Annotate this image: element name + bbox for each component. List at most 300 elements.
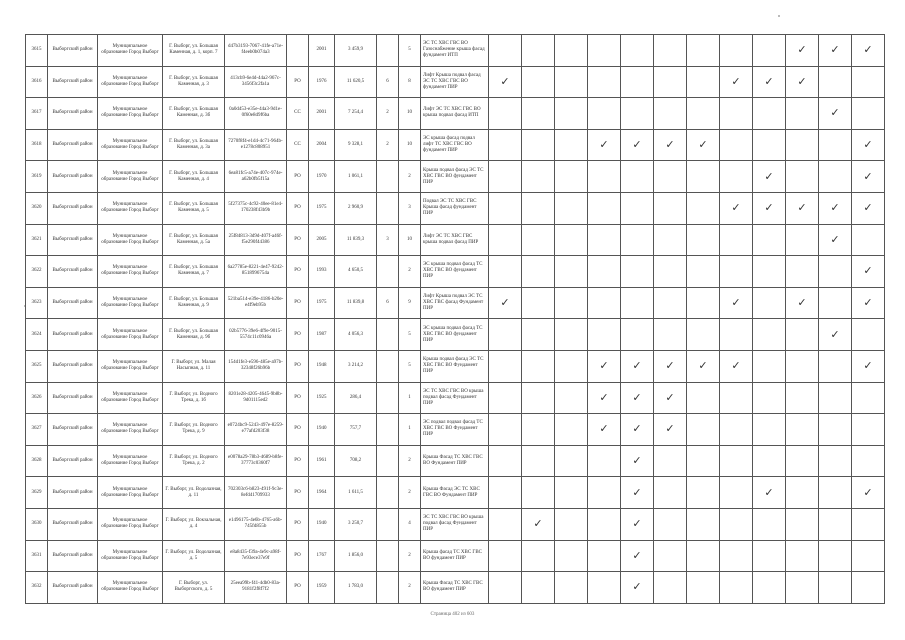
cell-works: Подвал ЭС ТС ХВС ГВС Крыша фасад фундамент ПИР xyxy=(421,192,489,224)
empty-check-cell xyxy=(753,508,786,540)
check-mark-icon: ✓ xyxy=(720,66,753,98)
empty-check-cell xyxy=(852,572,885,604)
check-mark-icon: ✓ xyxy=(852,161,885,193)
empty-check-cell xyxy=(786,508,819,540)
cell-works: Крыша подвал фасад ЭС ТС ХВС ГВС ВО Фундамент ПИР xyxy=(421,350,489,382)
check-mark-icon: ✓ xyxy=(786,66,819,98)
check-mark-icon: ✓ xyxy=(720,192,753,224)
cell-address: Г. Выборг, ул. Большая Каменная, д. 1, корп. 7 xyxy=(163,35,225,67)
cell-municipality: Муниципальное образование Город Выборг xyxy=(98,224,163,256)
cell-floors: 3 xyxy=(377,224,399,256)
cell-district: Выборгский район xyxy=(48,129,98,161)
cell-floors: 6 xyxy=(377,287,399,319)
check-mark-icon: ✓ xyxy=(621,508,654,540)
scan-speck xyxy=(778,15,780,17)
cell-number: 3623 xyxy=(26,287,48,319)
cell-number: 3622 xyxy=(26,256,48,288)
cell-address: Г. Выборг, ул. Большая Каменная, д. 3б xyxy=(163,98,225,130)
cell-number: 3628 xyxy=(26,445,48,477)
empty-check-cell xyxy=(687,572,720,604)
empty-check-cell xyxy=(720,508,753,540)
cell-entrances: 1 xyxy=(399,382,421,414)
empty-check-cell xyxy=(654,98,687,130)
empty-check-cell xyxy=(621,224,654,256)
empty-check-cell xyxy=(819,129,852,161)
cell-number: 3616 xyxy=(26,66,48,98)
empty-check-cell xyxy=(753,98,786,130)
cell-guid: 5f27375c-4c92-40ee-81e4-170238f43b9b xyxy=(225,192,287,224)
cell-address: Г. Выборг, ул. Большая Каменная, д. 9б xyxy=(163,319,225,351)
cell-address: Г. Выборг, ул. Большая Каменная, д. 3 xyxy=(163,66,225,98)
empty-check-cell xyxy=(489,192,522,224)
table-row xyxy=(26,66,885,98)
empty-check-cell xyxy=(786,98,819,130)
cell-entrances: 2 xyxy=(399,445,421,477)
empty-check-cell xyxy=(819,445,852,477)
cell-number: 3619 xyxy=(26,161,48,193)
cell-address: Г. Выборг, ул. Большая Каменная, д. 5 xyxy=(163,192,225,224)
cell-district: Выборгский район xyxy=(48,161,98,193)
cell-entrances: 5 xyxy=(399,350,421,382)
cell-fund-form: РО xyxy=(287,66,309,98)
table-row xyxy=(26,572,885,604)
cell-floors xyxy=(377,540,399,572)
cell-floors xyxy=(377,572,399,604)
empty-check-cell xyxy=(588,572,621,604)
check-mark-icon: ✓ xyxy=(687,350,720,382)
cell-entrances: 4 xyxy=(399,508,421,540)
cell-fund-form: РО xyxy=(287,350,309,382)
empty-check-cell xyxy=(753,445,786,477)
cell-entrances: 3 xyxy=(399,192,421,224)
empty-check-cell xyxy=(522,224,555,256)
cell-municipality: Муниципальное образование Город Выборг xyxy=(98,35,163,67)
cell-address: Г. Выборг, ул. Большая Каменная, д. 7 xyxy=(163,256,225,288)
check-mark-icon: ✓ xyxy=(588,129,621,161)
cell-fund-form: РО xyxy=(287,414,309,446)
check-mark-icon: ✓ xyxy=(621,445,654,477)
empty-check-cell xyxy=(753,414,786,446)
empty-check-cell xyxy=(720,382,753,414)
table-row xyxy=(26,287,885,319)
cell-municipality: Муниципальное образование Город Выборг xyxy=(98,287,163,319)
table-row xyxy=(26,35,885,67)
cell-area: 9 328,1 xyxy=(335,129,377,161)
cell-entrances: 2 xyxy=(399,477,421,509)
cell-year: 1987 xyxy=(309,319,335,351)
cell-number: 3632 xyxy=(26,572,48,604)
empty-check-cell xyxy=(588,66,621,98)
empty-check-cell xyxy=(687,192,720,224)
cell-district: Выборгский район xyxy=(48,350,98,382)
empty-check-cell xyxy=(522,35,555,67)
empty-check-cell xyxy=(852,382,885,414)
cell-municipality: Муниципальное образование Город Выборг xyxy=(98,382,163,414)
cell-area: 11 839,8 xyxy=(335,287,377,319)
cell-district: Выборгский район xyxy=(48,382,98,414)
empty-check-cell xyxy=(555,98,588,130)
empty-check-cell xyxy=(588,477,621,509)
cell-works: ЭС ТС ХВС ГВС ВО Газоснабжение крыша фасад фундамент ИТП xyxy=(421,35,489,67)
cell-guid: e0724bc9-5243-497e-8259-e77afd203f38 xyxy=(225,414,287,446)
empty-check-cell xyxy=(555,382,588,414)
empty-check-cell xyxy=(555,319,588,351)
check-mark-icon: ✓ xyxy=(522,508,555,540)
cell-number: 3617 xyxy=(26,98,48,130)
cell-address: Г. Выборг, ул. Малая Насыпная, д. 11 xyxy=(163,350,225,382)
cell-floors: 6 xyxy=(377,66,399,98)
empty-check-cell xyxy=(555,161,588,193)
cell-address: Г. Выборг, ул. Водного Трека, д. 2 xyxy=(163,445,225,477)
cell-area: 1 783,0 xyxy=(335,572,377,604)
empty-check-cell xyxy=(621,192,654,224)
cell-address: Г. Выборг, ул. Выборгского, д. 5 xyxy=(163,572,225,604)
empty-check-cell xyxy=(786,256,819,288)
cell-works: Лифт ЭС ТС ХВС ГВС крыша подвал фасад ПИР xyxy=(421,224,489,256)
cell-works: ЭС подвал подвал фасад ТС ХВС ГВС ВО Фундамент ПИР xyxy=(421,414,489,446)
empty-check-cell xyxy=(522,256,555,288)
empty-check-cell xyxy=(654,192,687,224)
cell-guid: 0a0d453-e35e-44a3-9d1e-0f60e8d9f6ba xyxy=(225,98,287,130)
empty-check-cell xyxy=(522,445,555,477)
cell-number: 3615 xyxy=(26,35,48,67)
empty-check-cell xyxy=(753,129,786,161)
empty-check-cell xyxy=(489,572,522,604)
empty-check-cell xyxy=(687,319,720,351)
cell-entrances: 10 xyxy=(399,224,421,256)
cell-area: 757,7 xyxy=(335,414,377,446)
cell-district: Выборгский район xyxy=(48,319,98,351)
empty-check-cell xyxy=(654,224,687,256)
empty-check-cell xyxy=(654,477,687,509)
cell-year: 1940 xyxy=(309,508,335,540)
cell-district: Выборгский район xyxy=(48,445,98,477)
cell-entrances: 2 xyxy=(399,161,421,193)
empty-check-cell xyxy=(522,540,555,572)
cell-floors xyxy=(377,256,399,288)
check-mark-icon: ✓ xyxy=(687,129,720,161)
cell-fund-form: РО xyxy=(287,508,309,540)
table-row xyxy=(26,129,885,161)
check-mark-icon: ✓ xyxy=(753,66,786,98)
cell-area: 4 650,5 xyxy=(335,256,377,288)
empty-check-cell xyxy=(753,540,786,572)
empty-check-cell xyxy=(786,129,819,161)
empty-check-cell xyxy=(555,414,588,446)
empty-check-cell xyxy=(654,35,687,67)
empty-check-cell xyxy=(621,66,654,98)
cell-works: Лифт ЭС ТС ХВС ГВС ВО крыша подвал фасад ИТП xyxy=(421,98,489,130)
cell-municipality: Муниципальное образование Город Выборг xyxy=(98,161,163,193)
cell-fund-form: РО xyxy=(287,572,309,604)
check-mark-icon: ✓ xyxy=(621,129,654,161)
cell-guid: 413cb9-6e4d-44a2-967c-3456f3c2fa1a xyxy=(225,66,287,98)
cell-area: 286,4 xyxy=(335,382,377,414)
cell-fund-form: РО xyxy=(287,445,309,477)
check-mark-icon: ✓ xyxy=(852,477,885,509)
check-mark-icon: ✓ xyxy=(621,477,654,509)
cell-address: Г. Выборг, ул. Большая Каменная, д. 5а xyxy=(163,224,225,256)
cell-year: 1975 xyxy=(309,192,335,224)
empty-check-cell xyxy=(819,477,852,509)
cell-number: 3620 xyxy=(26,192,48,224)
cell-floors: 2 xyxy=(377,98,399,130)
cell-guid: 25f84813-3d9d-407f-a46f-f5e290f44386 xyxy=(225,224,287,256)
cell-guid: 6a27785e-8221-4e47-9242-8518996754a xyxy=(225,256,287,288)
cell-address: Г. Выборг, ул. Водного Трека, д. 9 xyxy=(163,414,225,446)
empty-check-cell xyxy=(588,224,621,256)
empty-check-cell xyxy=(489,540,522,572)
empty-check-cell xyxy=(786,350,819,382)
cell-municipality: Муниципальное образование Город Выборг xyxy=(98,129,163,161)
table-row xyxy=(26,192,885,224)
check-mark-icon: ✓ xyxy=(819,35,852,67)
cell-works: Лифт Крыша подвал ЭС ТС ХВС ГВС фасад Фундамент ПИР xyxy=(421,287,489,319)
empty-check-cell xyxy=(753,256,786,288)
empty-check-cell xyxy=(522,161,555,193)
empty-check-cell xyxy=(522,129,555,161)
empty-check-cell xyxy=(588,161,621,193)
empty-check-cell xyxy=(555,572,588,604)
empty-check-cell xyxy=(621,98,654,130)
empty-check-cell xyxy=(819,572,852,604)
cell-year: 1767 xyxy=(309,540,335,572)
empty-check-cell xyxy=(555,445,588,477)
empty-check-cell xyxy=(786,414,819,446)
empty-check-cell xyxy=(555,540,588,572)
table-row xyxy=(26,414,885,446)
empty-check-cell xyxy=(489,382,522,414)
empty-check-cell xyxy=(720,129,753,161)
empty-check-cell xyxy=(621,256,654,288)
empty-check-cell xyxy=(555,508,588,540)
empty-check-cell xyxy=(654,540,687,572)
empty-check-cell xyxy=(786,319,819,351)
empty-check-cell xyxy=(489,35,522,67)
table-row xyxy=(26,540,885,572)
empty-check-cell xyxy=(489,224,522,256)
table-row xyxy=(26,224,885,256)
empty-check-cell xyxy=(786,161,819,193)
cell-year: 2005 xyxy=(309,224,335,256)
cell-floors xyxy=(377,508,399,540)
empty-check-cell xyxy=(555,350,588,382)
cell-fund-form: РО xyxy=(287,161,309,193)
table-row xyxy=(26,382,885,414)
cell-district: Выборгский район xyxy=(48,414,98,446)
empty-check-cell xyxy=(489,508,522,540)
empty-check-cell xyxy=(654,66,687,98)
cell-year: 1940 xyxy=(309,414,335,446)
empty-check-cell xyxy=(522,382,555,414)
cell-guid: e8a8435-f39a-4e9c-a98f-7e93ece37e9f xyxy=(225,540,287,572)
cell-year: 1993 xyxy=(309,256,335,288)
empty-check-cell xyxy=(489,477,522,509)
cell-entrances: 10 xyxy=(399,129,421,161)
cell-works: Крыша фасад ТС ХВС ГВС ВО фундамент ПИР xyxy=(421,540,489,572)
empty-check-cell xyxy=(720,445,753,477)
cell-municipality: Муниципальное образование Город Выборг xyxy=(98,414,163,446)
empty-check-cell xyxy=(852,224,885,256)
cell-year: 1975 xyxy=(309,287,335,319)
cell-entrances: 1 xyxy=(399,414,421,446)
empty-check-cell xyxy=(489,350,522,382)
empty-check-cell xyxy=(687,287,720,319)
cell-guid: 702303c6-b823-491f-9c3e-8efd41709933 xyxy=(225,477,287,509)
empty-check-cell xyxy=(753,350,786,382)
cell-area: 4 056,3 xyxy=(335,319,377,351)
empty-check-cell xyxy=(852,319,885,351)
empty-check-cell xyxy=(753,287,786,319)
empty-check-cell xyxy=(687,445,720,477)
cell-year: 2004 xyxy=(309,129,335,161)
cell-guid: e0078a29-78b3-4689-b8fe-37773c0360f7 xyxy=(225,445,287,477)
cell-entrances: 2 xyxy=(399,540,421,572)
cell-floors xyxy=(377,414,399,446)
empty-check-cell xyxy=(687,477,720,509)
cell-guid: 6ea81fc5-a74e-407c-974e-a62b0fb5f15a xyxy=(225,161,287,193)
empty-check-cell xyxy=(687,508,720,540)
cell-municipality: Муниципальное образование Город Выборг xyxy=(98,192,163,224)
cell-number: 3630 xyxy=(26,508,48,540)
empty-check-cell xyxy=(720,98,753,130)
empty-check-cell xyxy=(720,256,753,288)
check-mark-icon: ✓ xyxy=(654,382,687,414)
cell-municipality: Муниципальное образование Город Выборг xyxy=(98,540,163,572)
cell-address: Г. Выборг, ул. Большая Каменная, д. 3а xyxy=(163,129,225,161)
cell-municipality: Муниципальное образование Город Выборг xyxy=(98,256,163,288)
empty-check-cell xyxy=(621,287,654,319)
cell-fund-form xyxy=(287,35,309,67)
empty-check-cell xyxy=(522,477,555,509)
cell-municipality: Муниципальное образование Город Выборг xyxy=(98,350,163,382)
empty-check-cell xyxy=(687,540,720,572)
empty-check-cell xyxy=(753,572,786,604)
cell-year: 2001 xyxy=(309,35,335,67)
empty-check-cell xyxy=(522,319,555,351)
check-mark-icon: ✓ xyxy=(621,540,654,572)
cell-district: Выборгский район xyxy=(48,192,98,224)
empty-check-cell xyxy=(588,319,621,351)
check-mark-icon: ✓ xyxy=(588,350,621,382)
cell-municipality: Муниципальное образование Город Выборг xyxy=(98,319,163,351)
table-row xyxy=(26,350,885,382)
cell-floors xyxy=(377,382,399,414)
cell-municipality: Муниципальное образование Город Выборг xyxy=(98,98,163,130)
cell-address: Г. Выборг, ул. Водного Трека, д. 1б xyxy=(163,382,225,414)
empty-check-cell xyxy=(522,66,555,98)
empty-check-cell xyxy=(522,287,555,319)
cell-works: ЭС крыша подвал фасад ТС ХВС ГВС ВО фундамент ПИР xyxy=(421,319,489,351)
check-mark-icon: ✓ xyxy=(720,287,753,319)
cell-fund-form: РО xyxy=(287,256,309,288)
empty-check-cell xyxy=(489,161,522,193)
empty-check-cell xyxy=(687,414,720,446)
empty-check-cell xyxy=(852,540,885,572)
cell-works: Лифт Крыша подвал фасад ЭС ТС ХВС ГВС ВО фундамент ПИР xyxy=(421,66,489,98)
empty-check-cell xyxy=(786,445,819,477)
cell-district: Выборгский район xyxy=(48,224,98,256)
empty-check-cell xyxy=(588,287,621,319)
table-row xyxy=(26,319,885,351)
cell-municipality: Муниципальное образование Город Выборг xyxy=(98,445,163,477)
cell-district: Выборгский район xyxy=(48,35,98,67)
empty-check-cell xyxy=(753,319,786,351)
empty-check-cell xyxy=(621,35,654,67)
empty-check-cell xyxy=(555,192,588,224)
cell-number: 3631 xyxy=(26,540,48,572)
empty-check-cell xyxy=(522,350,555,382)
cell-works: Крыша Фасад ЭС ТС ХВС ГВС ВО Фундамент ПИР xyxy=(421,477,489,509)
cell-guid: 8201e28-4205-4645-9b8b-9d01115ed2 xyxy=(225,382,287,414)
cell-works: Крыша подвал фасад ЭС ТС ХВС ГВС ВО фундамент ПИР xyxy=(421,161,489,193)
check-mark-icon: ✓ xyxy=(621,414,654,446)
cell-floors xyxy=(377,477,399,509)
table-row xyxy=(26,256,885,288)
check-mark-icon: ✓ xyxy=(852,350,885,382)
empty-check-cell xyxy=(720,477,753,509)
check-mark-icon: ✓ xyxy=(852,35,885,67)
empty-check-cell xyxy=(621,319,654,351)
empty-check-cell xyxy=(786,224,819,256)
empty-check-cell xyxy=(588,445,621,477)
empty-check-cell xyxy=(654,319,687,351)
empty-check-cell xyxy=(720,224,753,256)
cell-area: 11 620,5 xyxy=(335,66,377,98)
empty-check-cell xyxy=(588,98,621,130)
empty-check-cell xyxy=(555,224,588,256)
cell-municipality: Муниципальное образование Город Выборг xyxy=(98,508,163,540)
cell-floors: 2 xyxy=(377,129,399,161)
cell-year: 1961 xyxy=(309,445,335,477)
empty-check-cell xyxy=(555,129,588,161)
empty-check-cell xyxy=(522,572,555,604)
check-mark-icon: ✓ xyxy=(852,287,885,319)
cell-entrances: 5 xyxy=(399,319,421,351)
cell-fund-form: РО xyxy=(287,319,309,351)
cell-works: ЭС ТС ХВС ГВС ВО крыша подвал фасад Фундамент ПИР xyxy=(421,508,489,540)
check-mark-icon: ✓ xyxy=(720,350,753,382)
empty-check-cell xyxy=(489,414,522,446)
cell-floors xyxy=(377,35,399,67)
empty-check-cell xyxy=(489,319,522,351)
empty-check-cell xyxy=(819,256,852,288)
cell-fund-form: РО xyxy=(287,540,309,572)
empty-check-cell xyxy=(555,287,588,319)
empty-check-cell xyxy=(819,382,852,414)
empty-check-cell xyxy=(852,414,885,446)
empty-check-cell xyxy=(555,256,588,288)
check-mark-icon: ✓ xyxy=(621,350,654,382)
cell-fund-form: РО xyxy=(287,382,309,414)
empty-check-cell xyxy=(687,161,720,193)
empty-check-cell xyxy=(720,319,753,351)
check-mark-icon: ✓ xyxy=(819,319,852,351)
cell-entrances: 2 xyxy=(399,256,421,288)
cell-fund-form: СС xyxy=(287,129,309,161)
empty-check-cell xyxy=(852,66,885,98)
cell-address: Г. Выборг, ул. Большая Каменная, д. 4 xyxy=(163,161,225,193)
empty-check-cell xyxy=(753,382,786,414)
check-mark-icon: ✓ xyxy=(621,572,654,604)
cell-district: Выборгский район xyxy=(48,256,98,288)
empty-check-cell xyxy=(588,540,621,572)
empty-check-cell xyxy=(819,508,852,540)
check-mark-icon: ✓ xyxy=(819,224,852,256)
check-mark-icon: ✓ xyxy=(786,192,819,224)
cell-number: 3626 xyxy=(26,382,48,414)
housing-register-table xyxy=(25,34,885,604)
